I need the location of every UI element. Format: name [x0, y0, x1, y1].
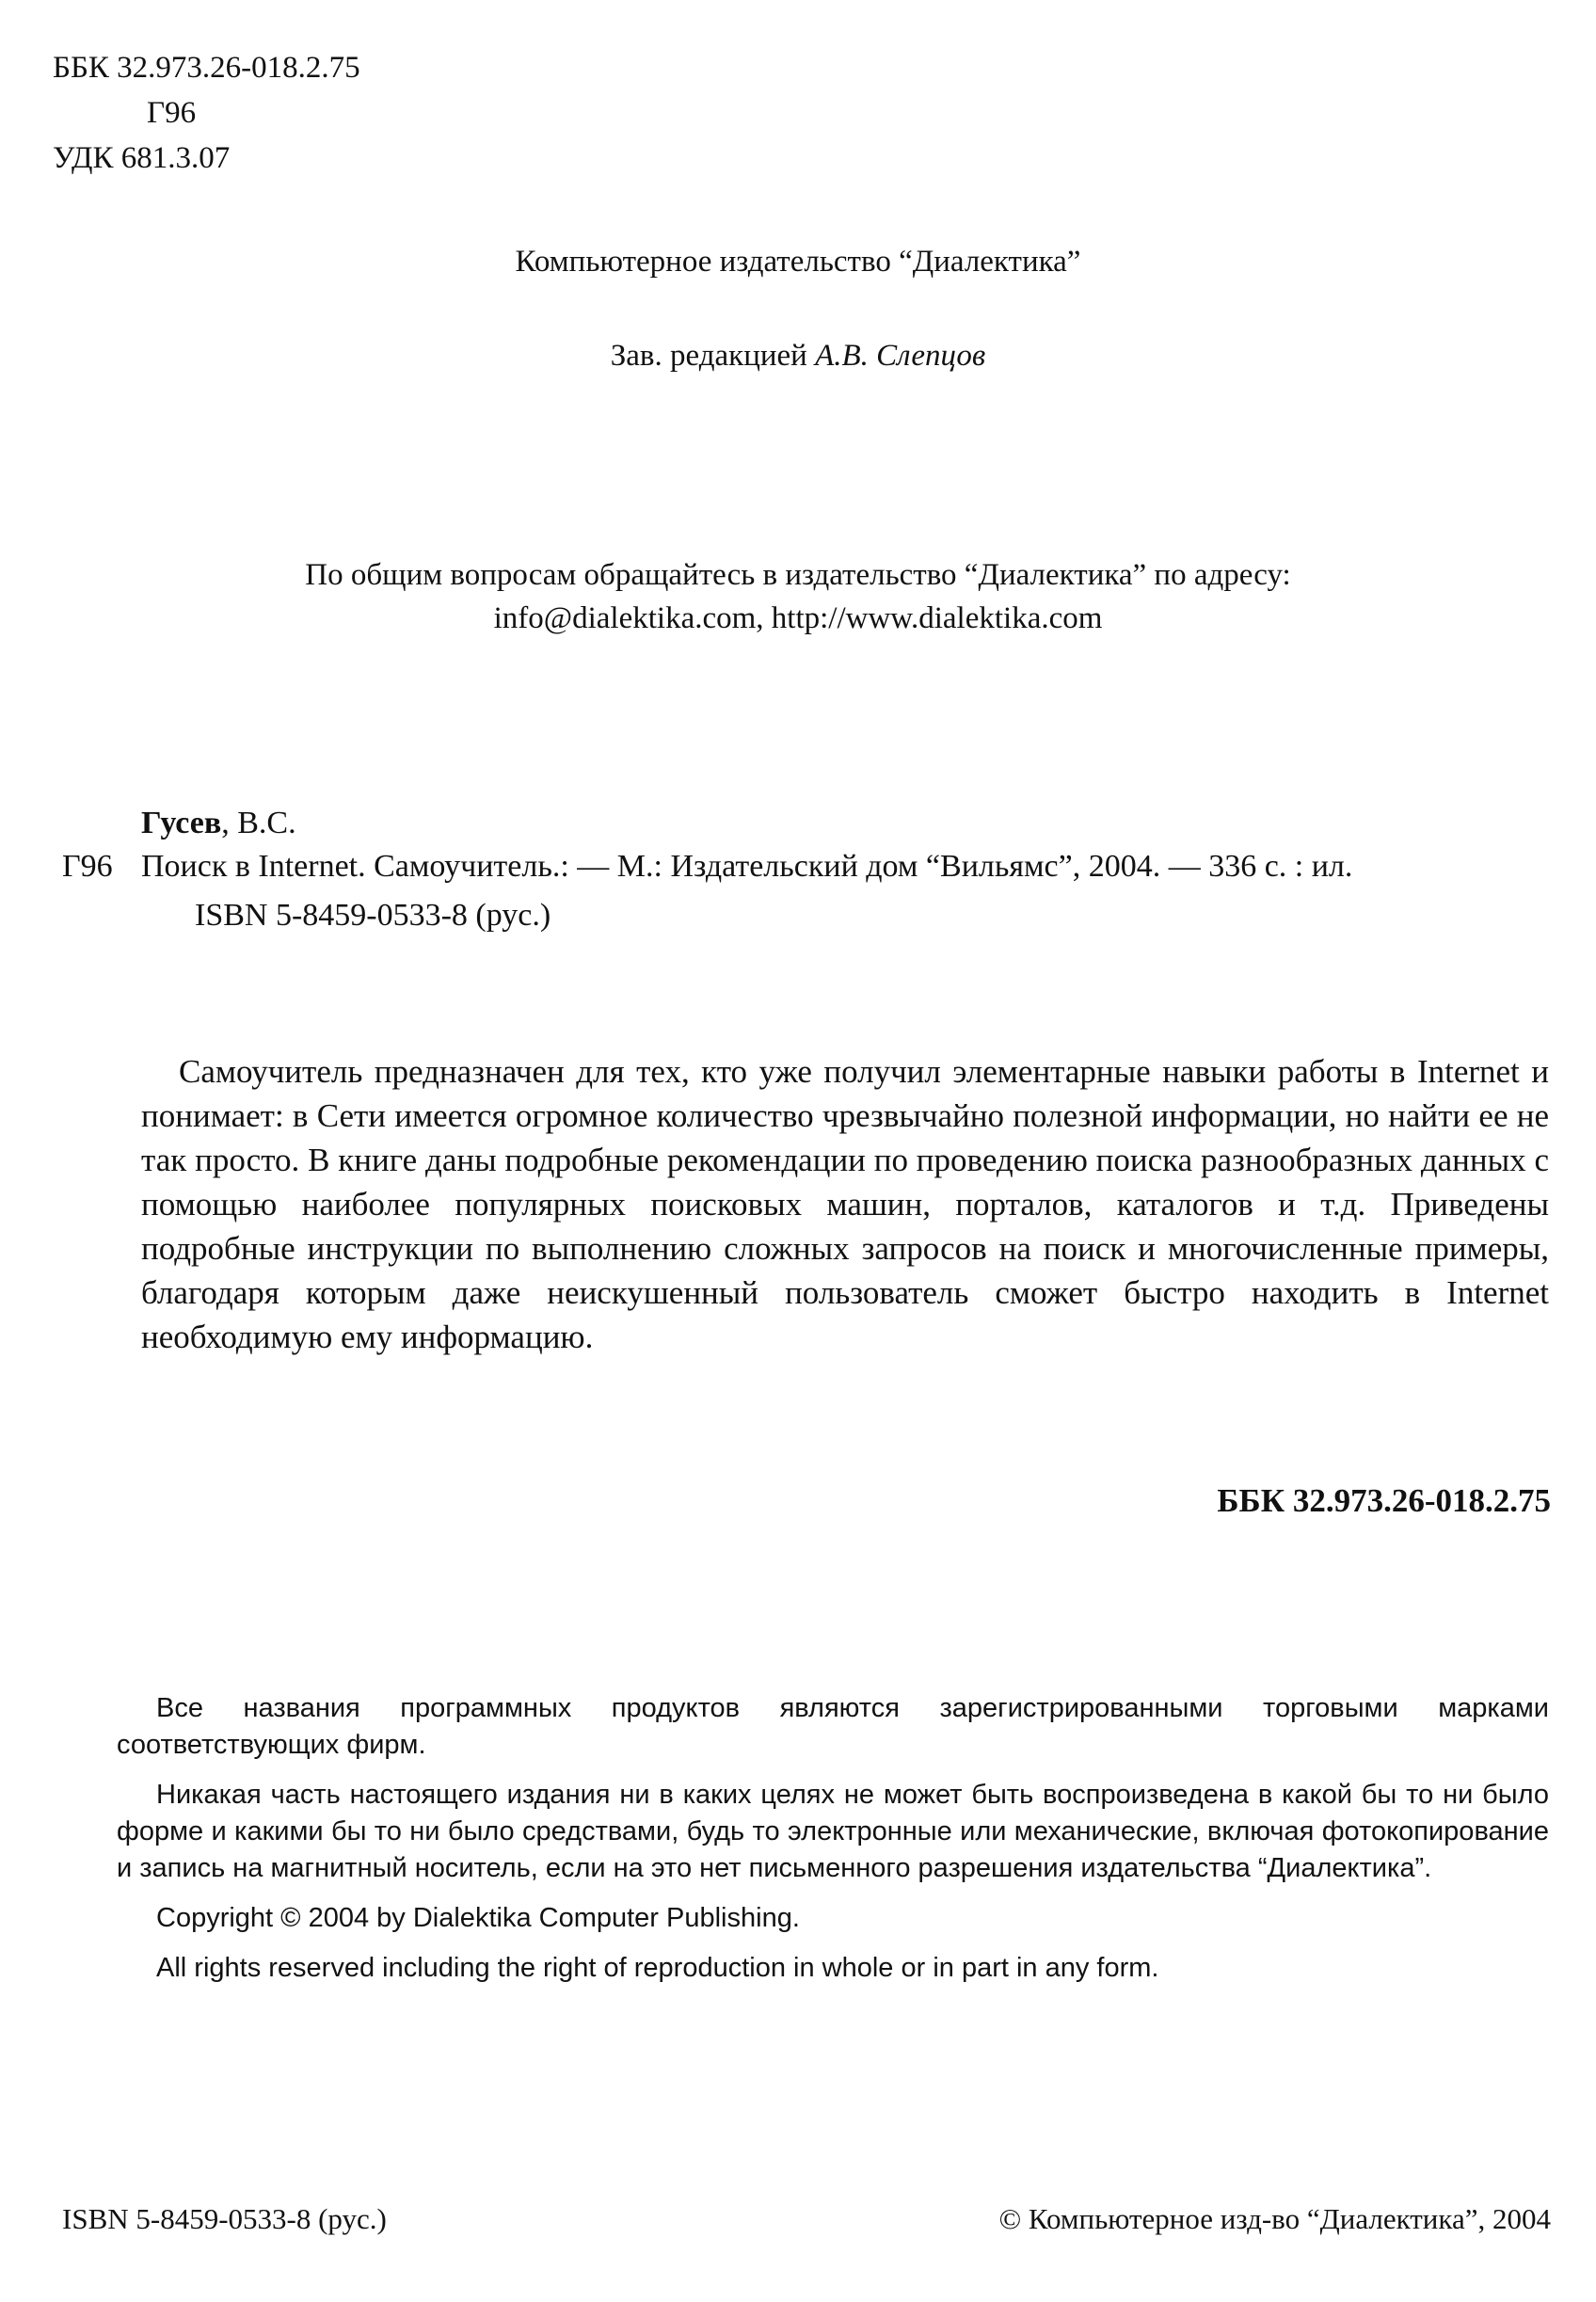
book-abstract: Самоучитель предназначен для тех, кто уже получил элементарные навыки работы в Internet и понимает: в Сети имеется огромное количество чрезвычайно полезной информации, но найти ее не так просто. В книге даны подробные рекомендации по проведению поиска разнообразных данных с помощью наиболее популярных поисковых машин, порталов, каталогов и т.д. Приведены подробные инструкции по выполнению сложных запросов на поиск и многочисленные примеры, благодаря которым даже неискушенный пользователь сможет быстро находить в Internet необходимую ему информацию. — [141, 1053, 1549, 1355]
footer-isbn: ISBN 5-8459-0533-8 (рус.) — [62, 2202, 387, 2235]
rights-notice: All rights reserved including the right of reproduction in whole or in part in any form. — [156, 1953, 1159, 1983]
trademark-notice: Все названия программных продуктов являются зарегистрированными торговыми марками соответствующих фирм. — [117, 1693, 1549, 1760]
bibliographic-isbn: ISBN 5-8459-0533-8 (рус.) — [195, 898, 551, 933]
contact-line-2: info@dialektika.com, http://www.dialektika.com — [493, 601, 1103, 635]
udk-code: УДК 681.3.07 — [53, 141, 231, 175]
editor-name: А.В. Слепцов — [815, 339, 986, 373]
editor-line — [0, 339, 1596, 374]
description-row — [62, 845, 1549, 888]
author-surname: Гусев — [141, 806, 222, 840]
legal-notices — [117, 1690, 1549, 2000]
contact-block — [0, 553, 1596, 640]
author-line — [62, 802, 1549, 845]
bibliographic-record — [62, 802, 1549, 937]
author-initials: , В.С. — [221, 806, 296, 840]
bbk-right: ББК 32.973.26-018.2.75 — [1217, 1482, 1551, 1519]
bibliographic-code: Г96 — [62, 849, 113, 884]
copyright-notice: Copyright © 2004 by Dialektika Computer Publishing. — [156, 1903, 800, 1933]
editor-prefix: Зав. редакцией — [610, 339, 807, 373]
bibliographic-description: Поиск в Internet. Самоучитель.: — М.: Издательский дом “Вильямс”, 2004. — 336 с. : ил. — [141, 849, 1353, 884]
footer-copyright: © Компьютерное изд-во “Диалектика”, 2004 — [998, 2202, 1551, 2235]
author-mark: Г96 — [147, 96, 197, 130]
contact-line-1: По общим вопросам обращайтесь в издательство “Диалектика” по адресу: — [305, 558, 1291, 592]
bbk-code: ББК 32.973.26-018.2.75 — [53, 51, 360, 85]
page-footer — [62, 2202, 1551, 2236]
publisher-line: Компьютерное издательство “Диалектика” — [515, 245, 1081, 279]
classification-block — [53, 45, 360, 181]
reproduction-notice: Никакая часть настоящего издания ни в каких целях не может быть воспроизведена в какой бы то ни было форме и какими бы то ни было средствами, будь то электронные или механические, включая фотокопирование и запись на магнитный носитель, если на это нет письменного разрешения издательства “Диалектика”. — [117, 1780, 1549, 1883]
